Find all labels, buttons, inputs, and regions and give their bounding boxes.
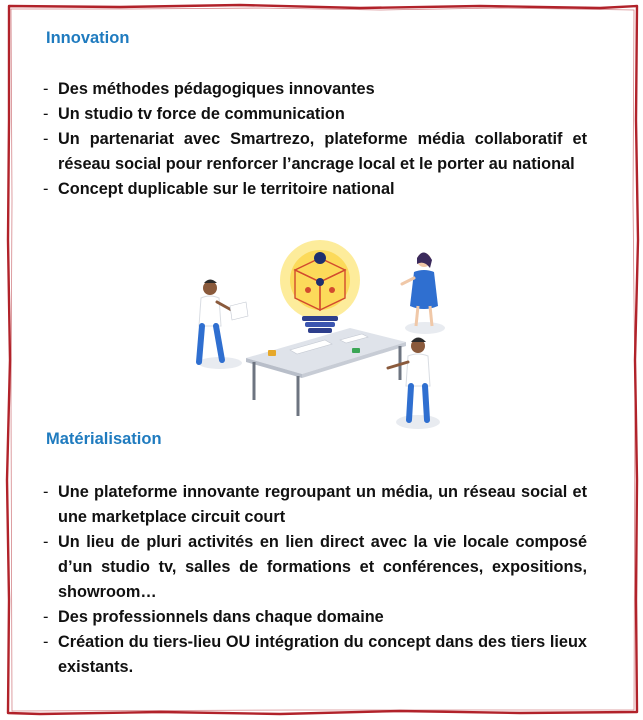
person-right-icon xyxy=(402,252,438,326)
materialisation-heading: Matérialisation xyxy=(46,430,162,448)
list-item: - Une plateforme innovante regroupant un média, un réseau social et une marketplace circuit court xyxy=(42,480,587,530)
table-icon xyxy=(246,328,406,416)
innovation-heading: Innovation xyxy=(46,29,130,47)
person-bottom-icon xyxy=(388,338,430,421)
lightbulb-icon xyxy=(280,240,360,333)
list-item: - Création du tiers-lieu OU intégration du concept dans des tiers lieux existants. xyxy=(42,630,587,680)
innovation-list xyxy=(42,77,587,202)
materialisation-list xyxy=(42,480,587,680)
list-item: - Concept duplicable sur le territoire national xyxy=(42,177,587,202)
person-left-icon xyxy=(199,280,248,363)
list-item: - Un studio tv force de communication xyxy=(42,102,587,127)
list-item: - Un partenariat avec Smartrezo, plateforme média collaboratif et réseau social pour renforcer l’ancrage local et le porter au national xyxy=(42,127,587,177)
list-item: - Des professionnels dans chaque domaine xyxy=(42,605,587,630)
team-innovation-illustration xyxy=(180,230,470,435)
list-item: - Des méthodes pédagogiques innovantes xyxy=(42,77,587,102)
list-item: - Un lieu de pluri activités en lien direct avec la vie locale composé d’un studio tv, salles de formations et conférences, expositions, showroom… xyxy=(42,530,587,605)
